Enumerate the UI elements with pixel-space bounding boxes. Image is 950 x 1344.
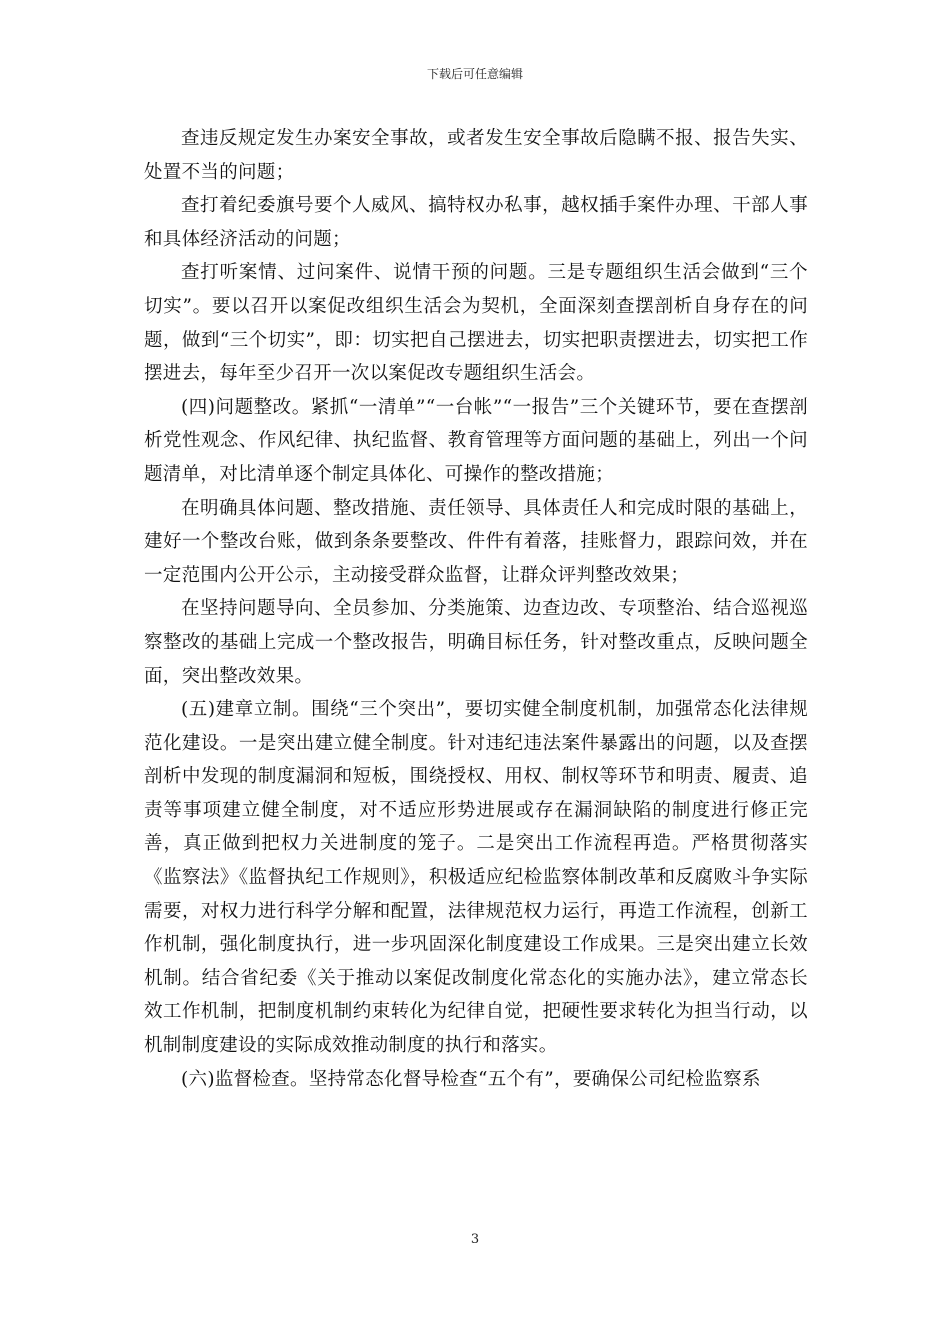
paragraph-4: (四)问题整改。紧抓“一清单”“一台帐”“一报告”三个关键环节，要在查摆剖析党性观念、作风纪律、执纪监督、教育管理等方面问题的基础上，列出一个问题清单，对比清单逐个制定具体化、可操作的整改措施； [144,396,808,485]
paragraph-5: 在明确具体问题、整改措施、责任领导、具体责任人和完成时限的基础上，建好一个整改台账，做到条条要整改、件件有着落，挂账督力，跟踪问效，并在一定范围内公开公示，主动接受群众监督，让群众评判整改效果； [144,497,808,586]
paragraph-3: 查打听案情、过问案件、说情干预的问题。三是专题组织生活会做到“三个切实”。要以召开以案促改组织生活会为契机，全面深刻查摆剖析自身存在的问题，做到“三个切实”，即：切实把自己摆进去，切实把职责摆进去，切实把工作摆进去，每年至少召开一次以案促改专题组织生活会。 [144,262,808,385]
paragraph-6: 在坚持问题导向、全员参加、分类施策、边查边改、专项整治、结合巡视巡察整改的基础上完成一个整改报告，明确目标任务，针对整改重点，反映问题全面，突出整改效果。 [144,598,808,687]
paragraph-1: 查违反规定发生办案安全事故，或者发生安全事故后隐瞒不报、报告失实、处置不当的问题； [144,128,808,183]
page-header: 下载后可任意编辑 [426,67,523,81]
paragraph-2: 查打着纪委旗号要个人威风、搞特权办私事，越权插手案件办理、干部人事和具体经济活动的问题； [144,195,808,250]
page-number: 3 [470,1232,480,1247]
paragraph-8: (六)监督检查。坚持常态化督导检查“五个有”，要确保公司纪检监察系 [181,1068,761,1090]
paragraph-7: (五)建章立制。围绕“三个突出”，要切实健全制度机制，加强常态化法律规范化建设。一是突出建立健全制度。针对违纪违法案件暴露出的问题，以及查摆剖析中发现的制度漏洞和短板，围绕授权、用权、制权等环节和明责、履责、追责等事项建立健全制度，对不适应形势进展或存在漏洞缺陷的制度进行修正完善，真正做到把权力关进制度的笼子。二是突出工作流程再造。严格贯彻落实《监察法》《监督执纪工作规则》，积极适应纪检监察体制改革和反腐败斗争实际需要，对权力进行科学分解和配置，法律规范权力运行，再造工作流程，创新工作机制，强化制度执行，进一步巩固深化制度建设工作成果。三是突出建立长效机制。结合省纪委《关于推动以案促改制度化常态化的实施办法》，建立常态长效工作机制，把制度机制约束转化为纪律自觉，把硬性要求转化为担当行动，以机制制度建设的实际成效推动制度的执行和落实。 [144,699,808,1057]
document-body [144,122,808,1096]
